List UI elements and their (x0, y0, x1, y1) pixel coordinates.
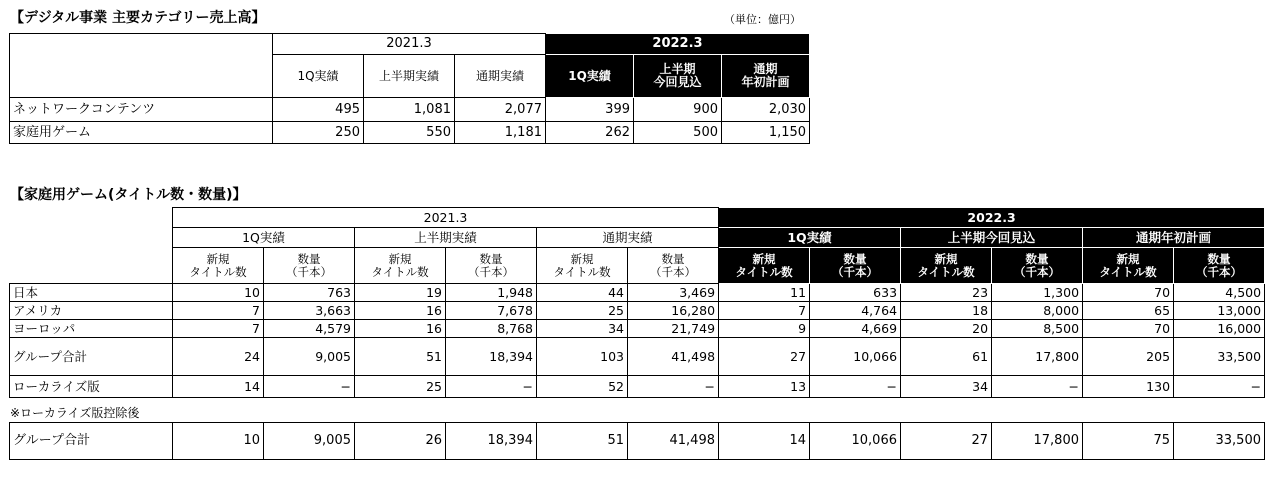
cell: 3,469 (628, 284, 719, 302)
cell: 25 (537, 302, 628, 320)
game-units-table (9, 207, 1265, 398)
cell: 34 (901, 376, 992, 398)
table-row (10, 302, 1265, 320)
cell: 633 (810, 284, 901, 302)
cell: 16 (355, 302, 446, 320)
cell: 262 (546, 122, 634, 144)
sub-header-units: 数量 （千本） (628, 248, 719, 284)
table-row (10, 423, 1265, 460)
digital-section-title: 【デジタル事業 主要カテゴリー売上高】 (10, 10, 266, 26)
sub-header-units: 数量 （千本） (1174, 248, 1265, 284)
cell: 51 (537, 423, 628, 460)
sub-header-titles: 新規 タイトル数 (901, 248, 992, 284)
col-header: 1Q実績 (273, 55, 364, 98)
period-header: 上半期今回見込 (901, 228, 1083, 248)
table-row (10, 376, 1265, 398)
cell: − (446, 376, 537, 398)
row-label: 日本 (10, 284, 173, 302)
cell: 9 (719, 320, 810, 338)
table-row (10, 284, 1265, 302)
cell: 24 (173, 338, 264, 376)
cell: 495 (273, 98, 364, 122)
cell: 9,005 (264, 423, 355, 460)
cell: 8,500 (992, 320, 1083, 338)
cell: 17,800 (992, 338, 1083, 376)
cell: 65 (1083, 302, 1174, 320)
table-row (10, 338, 1265, 376)
game-section-title: 【家庭用ゲーム(タイトル数・数量)】 (10, 187, 247, 203)
cell: 7 (173, 302, 264, 320)
cell: 9,005 (264, 338, 355, 376)
col-header: 1Q実績 (546, 55, 634, 98)
cell: 34 (537, 320, 628, 338)
period-header: 上半期実績 (355, 228, 537, 248)
cell: 27 (719, 338, 810, 376)
cell: 763 (264, 284, 355, 302)
year-curr-header: 2022.3 (546, 34, 810, 55)
period-header: 1Q実績 (173, 228, 355, 248)
corner-cell (10, 208, 173, 228)
cell: 8,768 (446, 320, 537, 338)
cell: 8,000 (992, 302, 1083, 320)
cell: 1,150 (722, 122, 810, 144)
sub-header-titles: 新規 タイトル数 (173, 248, 264, 284)
cell: 25 (355, 376, 446, 398)
cell: 10,066 (810, 338, 901, 376)
cell: 51 (355, 338, 446, 376)
cell: 23 (901, 284, 992, 302)
cell: 103 (537, 338, 628, 376)
cell: 4,764 (810, 302, 901, 320)
cell: − (264, 376, 355, 398)
row-label: グループ合計 (10, 338, 173, 376)
cell: 20 (901, 320, 992, 338)
cell: 7 (173, 320, 264, 338)
cell: 550 (364, 122, 455, 144)
cell: 26 (355, 423, 446, 460)
col-header: 上半期 今回見込 (634, 55, 722, 98)
cell: 75 (1083, 423, 1174, 460)
row-label: グループ合計 (10, 423, 173, 460)
cell: 61 (901, 338, 992, 376)
cell: 500 (634, 122, 722, 144)
sub-header-titles: 新規 タイトル数 (1083, 248, 1174, 284)
cell: 4,500 (1174, 284, 1265, 302)
cell: 2,030 (722, 98, 810, 122)
cell: − (810, 376, 901, 398)
sub-header-units: 数量 （千本） (992, 248, 1083, 284)
cell: 10 (173, 284, 264, 302)
cell: 3,663 (264, 302, 355, 320)
sub-header-titles: 新規 タイトル数 (719, 248, 810, 284)
corner-cell (10, 248, 173, 284)
cell: 18,394 (446, 423, 537, 460)
period-header: 1Q実績 (719, 228, 901, 248)
row-label: ネットワークコンテンツ (10, 98, 273, 122)
cell: 41,498 (628, 338, 719, 376)
sub-header-titles: 新規 タイトル数 (537, 248, 628, 284)
cell: 13,000 (1174, 302, 1265, 320)
cell: 14 (173, 376, 264, 398)
period-header: 通期年初計画 (1083, 228, 1265, 248)
cell: − (1174, 376, 1265, 398)
cell: 52 (537, 376, 628, 398)
cell: 19 (355, 284, 446, 302)
game-total-table (9, 422, 1265, 460)
cell: 70 (1083, 320, 1174, 338)
year-prev-header: 2021.3 (273, 34, 546, 55)
sub-header-titles: 新規 タイトル数 (355, 248, 446, 284)
corner-cell (10, 34, 273, 55)
digital-sales-table (9, 33, 810, 144)
cell: 1,181 (455, 122, 546, 144)
table-row (10, 122, 810, 144)
cell: 1,300 (992, 284, 1083, 302)
cell: 16 (355, 320, 446, 338)
sub-header-units: 数量 （千本） (810, 248, 901, 284)
cell: 27 (901, 423, 992, 460)
cell: 18,394 (446, 338, 537, 376)
cell: 250 (273, 122, 364, 144)
cell: 21,749 (628, 320, 719, 338)
cell: 41,498 (628, 423, 719, 460)
sub-header-units: 数量 （千本） (264, 248, 355, 284)
year-curr-header: 2022.3 (719, 208, 1265, 228)
cell: 7 (719, 302, 810, 320)
row-label: アメリカ (10, 302, 173, 320)
cell: 16,000 (1174, 320, 1265, 338)
cell: 399 (546, 98, 634, 122)
table-row (10, 98, 810, 122)
cell: 130 (1083, 376, 1174, 398)
table-row (10, 320, 1265, 338)
corner-cell-lower (10, 55, 273, 98)
row-label: ローカライズ版 (10, 376, 173, 398)
col-header: 通期 年初計画 (722, 55, 810, 98)
sub-header-units: 数量 （千本） (446, 248, 537, 284)
cell: 13 (719, 376, 810, 398)
cell: 17,800 (992, 423, 1083, 460)
row-label: ヨーロッパ (10, 320, 173, 338)
cell: 4,579 (264, 320, 355, 338)
cell: 1,948 (446, 284, 537, 302)
cell: 900 (634, 98, 722, 122)
col-header: 通期実績 (455, 55, 546, 98)
col-header: 上半期実績 (364, 55, 455, 98)
year-prev-header: 2021.3 (173, 208, 719, 228)
row-label: 家庭用ゲーム (10, 122, 273, 144)
cell: 33,500 (1174, 338, 1265, 376)
period-header: 通期実績 (537, 228, 719, 248)
cell: 11 (719, 284, 810, 302)
cell: − (992, 376, 1083, 398)
cell: 70 (1083, 284, 1174, 302)
cell: − (628, 376, 719, 398)
cell: 44 (537, 284, 628, 302)
unit-label: （単位：億円） (724, 13, 801, 26)
cell: 10 (173, 423, 264, 460)
cell: 1,081 (364, 98, 455, 122)
cell: 7,678 (446, 302, 537, 320)
cell: 10,066 (810, 423, 901, 460)
cell: 33,500 (1174, 423, 1265, 460)
footnote: ※ローカライズ版控除後 (10, 406, 140, 420)
cell: 16,280 (628, 302, 719, 320)
cell: 4,669 (810, 320, 901, 338)
cell: 18 (901, 302, 992, 320)
cell: 2,077 (455, 98, 546, 122)
cell: 205 (1083, 338, 1174, 376)
cell: 14 (719, 423, 810, 460)
corner-cell (10, 228, 173, 248)
